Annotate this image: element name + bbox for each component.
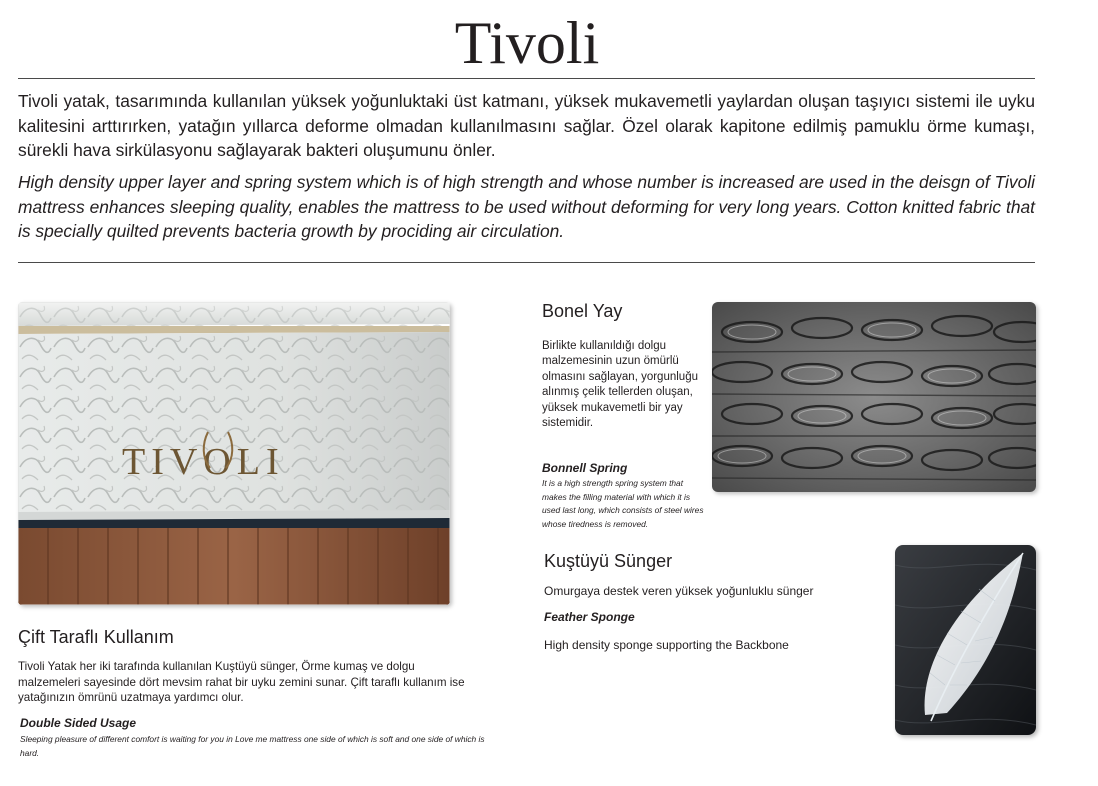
cift-tarafli-description-tr: Tivoli Yatak her iki tarafında kullanılan Kuştüyü sünger, Örme kumaş ve dolgu malzemeleri sayesinde dört mevsim rahat bir uyku zemini sunar. Çift taraflı kullanım ise yatağınızın ömrünü uzatmaya yardımcı olur. bbox=[18, 660, 465, 704]
page-title: Tivoli bbox=[454, 10, 600, 76]
double-sided-description: Sleeping pleasure of different comfort is waiting for you in Love me mattress one side of which is soft and one side of which is hard. bbox=[20, 734, 485, 758]
middle-divider bbox=[18, 262, 1035, 263]
kustuyu-heading: Kuştüyü Sünger bbox=[544, 551, 673, 571]
mattress-photo bbox=[18, 302, 450, 605]
feather-sponge-label: Feather Sponge bbox=[544, 610, 635, 624]
feather-sponge-description: High density sponge supporting the Backbone bbox=[544, 638, 789, 652]
bonel-description-tr: Birlikte kullanıldığı dolgu malzemesinin uzun ömürlü olmasını sağlayan, yorgunluğu alınmış çelik tellerden oluşan, yüksek mukavemetli bir yay sistemidir. bbox=[542, 340, 698, 430]
cift-tarafli-heading: Çift Taraflı Kullanım bbox=[18, 627, 174, 647]
bonnell-spring-label: Bonnell Spring bbox=[542, 461, 628, 475]
mattress-brand-logo: TIVOLI bbox=[122, 441, 285, 483]
double-sided-label: Double Sided Usage bbox=[20, 716, 137, 730]
bonnell-spring-description: It is a high strength spring system that makes the filling material with which it is used last long, which consists of steel wires whose tiredness is removed. bbox=[542, 478, 704, 529]
bonel-heading: Bonel Yay bbox=[542, 301, 623, 321]
top-divider bbox=[18, 78, 1035, 79]
feather-photo bbox=[895, 545, 1036, 735]
intro-text-tr: Tivoli yatak, tasarımında kullanılan yüksek yoğunluktaki üst katmanı, yüksek mukavemetli yaylardan oluşan taşıyıcı sistemi ile uyku kalitesini arttırırken, yatağın yıllarca deforme olmadan kullanılmasını sağlar. Özel olarak kapitone edilmiş pamuklu örme kumaşı, sürekli hava sirkülasyonu sağlayarak bakteri oluşumunu önler. bbox=[18, 91, 1035, 160]
spring-system-photo bbox=[712, 302, 1036, 492]
kustuyu-description-tr: Omurgaya destek veren yüksek yoğunluklu sünger bbox=[544, 584, 814, 598]
intro-text-en: High density upper layer and spring system which is of high strength and whose number is increased are used in the deisgn of Tivoli mattress enhances sleeping quality, enables the mattress to be used without deforming for very long years. Cotton knitted fabric that is specially quilted prevents bacteria growth by prociding air circulation. bbox=[18, 172, 1035, 241]
